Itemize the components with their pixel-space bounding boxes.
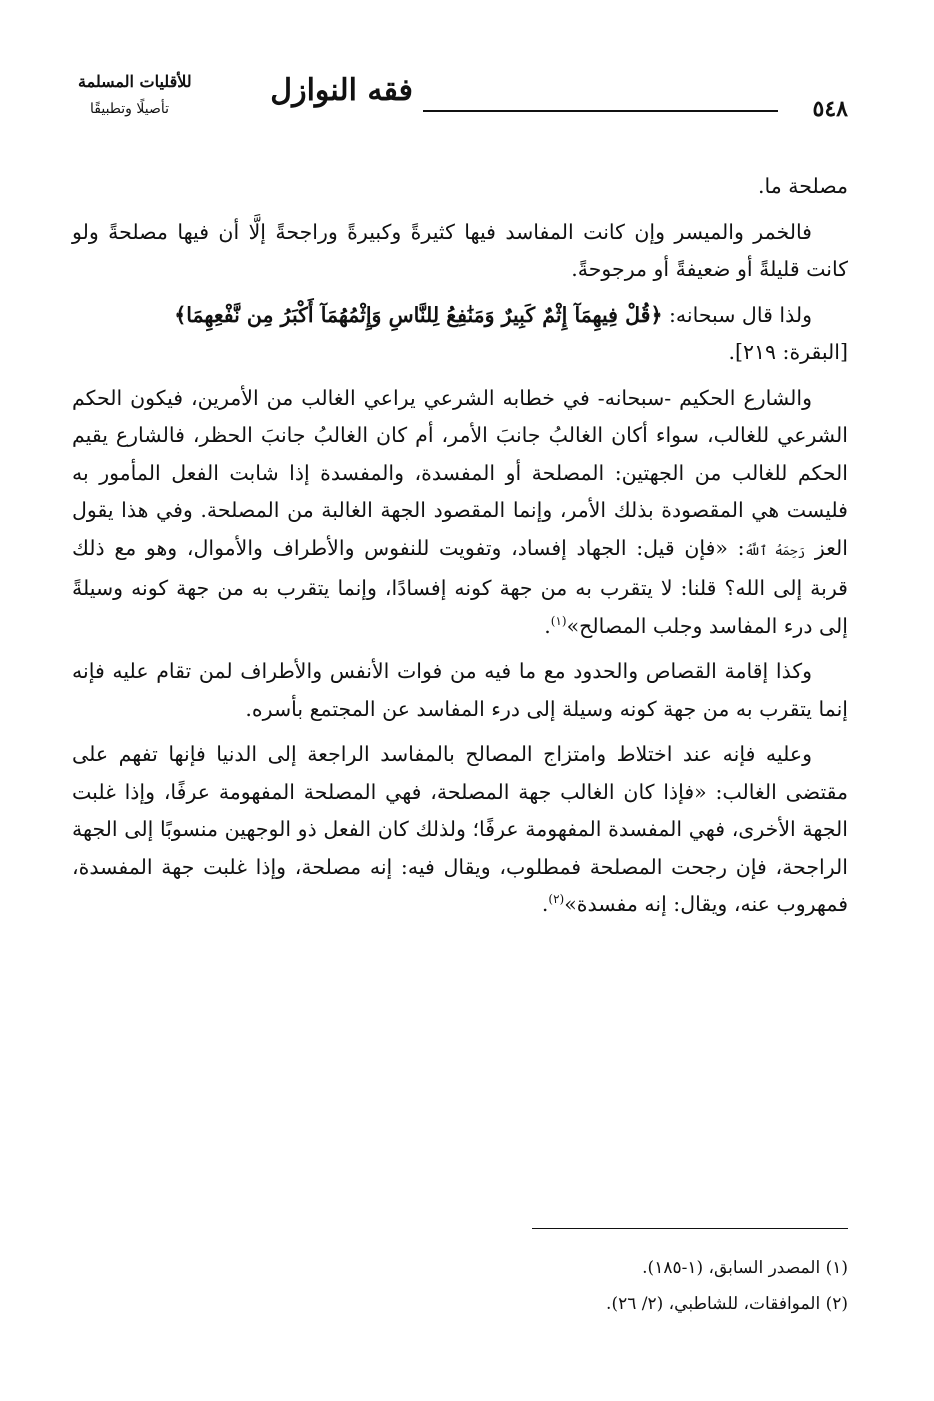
honorific: رَحِمَهُ ٱللَّهُ [744, 543, 806, 559]
book-title-logo [78, 70, 413, 138]
page-number: ٥٤٨ [812, 96, 848, 122]
footnote-1: (١) المصدر السابق، (١-١٨٥). [642, 1258, 848, 1278]
quran-reference: [البقرة: ٢١٩]. [728, 340, 848, 364]
footnote-separator [532, 1228, 848, 1229]
quran-verse: ﴿قُلْ فِيهِمَآ إِثْمٌ كَبِيرٌ وَمَنَٰفِعُ لِلنَّاسِ وَإِثْمُهُمَآ أَكْبَرُ مِن نَّفْعِهِمَا﴾ [174, 302, 663, 327]
logo-tagline: تأصيلًا وتطبيقًا [90, 101, 170, 117]
page-header [78, 70, 848, 140]
paragraph-3 [72, 297, 848, 372]
paragraph-6 [72, 736, 848, 924]
paragraph-1: مصلحة ما. [757, 174, 848, 198]
quran-intro: ولذا قال سبحانه: [662, 302, 812, 327]
paragraph-4-part1: والشارع الحكيم -سبحانه- في خطابه الشرعي يراعي الغالب من الأمرين، فيكون الحكم الشرعي للغالب، سواء أكان الغالبُ جانبَ الأمر، أم كان الغالبُ جانبَ الحظر، فالشارع يقيم الحكم للغالب من الجهتين: المصلحة أو المفسدة، والمفسدة إذا شابت الفعل المأمور به فليست هي المقصودة بذلك الأمر، وإنما المقصود الجهة الغالبة من المصلحة. وفي هذا يقول العز [72, 385, 849, 560]
paragraph-2: فالخمر والميسر وإن كانت المفاسد فيها كثيرةً وكبيرةً وراجحةً إلَّا أن فيها مصلحةً ولو كانت قليلةً أو ضعيفةً أو مرجوحةً. [72, 219, 848, 281]
footnote-ref-2[interactable]: (٢) [548, 892, 565, 907]
footnotes [148, 1250, 848, 1322]
main-text [72, 168, 848, 1208]
paragraph-6-end: . [541, 892, 549, 916]
paragraph-6-main: وعليه فإنه عند اختلاط وامتزاج المصالح بالمفاسد الراجعة إلى الدنيا فإنها تفهم على مقتضى الغالب: «فإذا كان الغالب جهة المصلحة، فهي المصلحة المفهومة عرفًا، وإذا غلبت الجهة الأخرى، فهي المفسدة المفهومة عرفًا؛ ولذلك كان الفعل ذو الوجهين منسوبًا إلى الجهة الراجحة، فإن رجحت المصلحة فمطلوب، ويقال فيه: إنه مصلحة، وإذا غلبت جهة المفسدة، فمهروب عنه، ويقال: إنه مفسدة» [72, 742, 848, 916]
footnote-ref-1[interactable]: (١) [550, 613, 567, 628]
paragraph-5: وكذا إقامة القصاص والحدود مع ما فيه من فوات الأنفس والأطراف لمن تقام عليه فإنه إنما يتقرب به من جهة كونه وسيلة إلى درء المفاسد عن المجتمع بأسره. [72, 659, 848, 721]
logo-subtitle: للأقليات المسلمة [78, 72, 192, 91]
paragraph-4-end: . [544, 613, 551, 638]
paragraph-4-part2: : «فإن قيل: الجهاد إفساد، وتفويت للنفوس والأطراف والأموال، وهو مع ذلك قربة إلى الله؟ قلنا: لا يتقرب به من جهة كونه إفسادًا، وإنما يتقرب به من جهة كونه وسيلةً إلى درء المفاسد وجلب المصالح» [72, 535, 848, 638]
header-rule [423, 110, 778, 112]
footnote-2: (٢) الموافقات، للشاطبي، (٢/ ٢٦). [606, 1294, 848, 1314]
paragraph-4 [72, 380, 848, 646]
logo-main-title: فقه النوازل [270, 73, 413, 108]
